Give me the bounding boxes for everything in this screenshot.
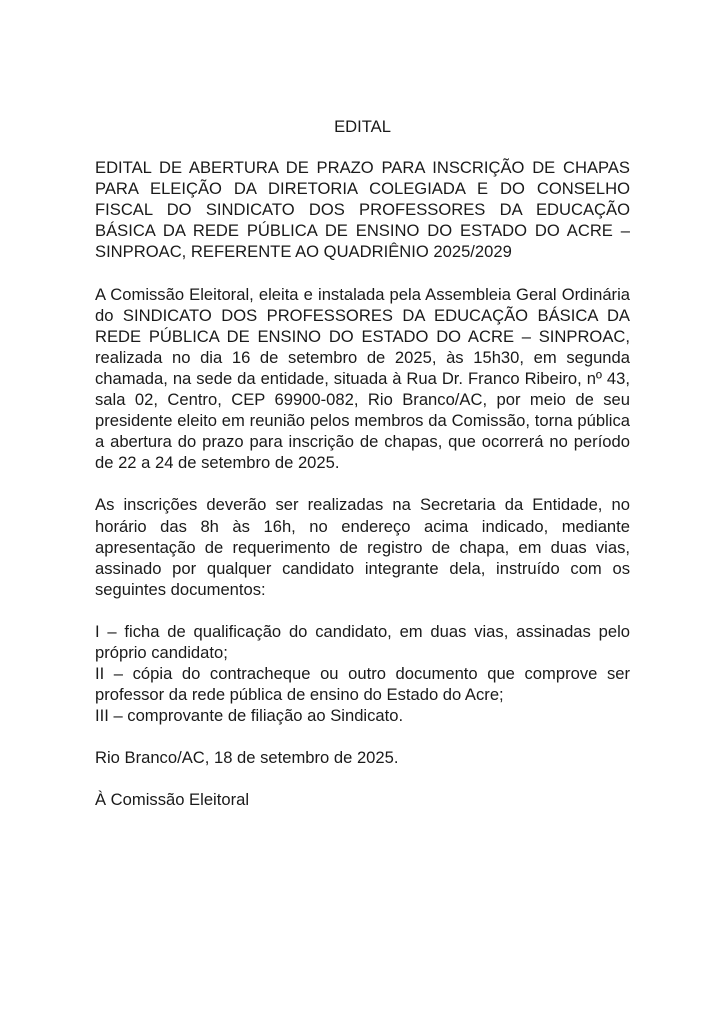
document-title: EDITAL bbox=[334, 117, 391, 136]
requirement-item: III – comprovante de filiação ao Sindicato. bbox=[95, 706, 404, 726]
document-heading: EDITAL DE ABERTURA DE PRAZO PARA INSCRIÇÃO DE CHAPAS PARA ELEIÇÃO DA DIRETORIA COLEGIADA E DO CONSELHO FISCAL DO SINDICATO DOS PROFESSORES DA EDUCAÇÃO BÁSICA DA REDE PÚBLICA DE ENSINO DO ESTADO DO ACRE – SINPROAC, REFERENTE AO QUADRIÊNIO 2025/2029 bbox=[95, 158, 630, 262]
requirement-item: II – cópia do contracheque ou outro documento que comprove ser professor da rede pública de ensino do Estado do Acre; bbox=[95, 664, 630, 705]
paragraph-commission-announcement: A Comissão Eleitoral, eleita e instalada pela Assembleia Geral Ordinária do SINDICATO DOS PROFESSORES DA EDUCAÇÃO BÁSICA DA REDE PÚBLICA DE ENSINO DO ESTADO DO ACRE – SINPROAC, realizada no dia 16 de setembro de 2025, às 15h30, em segunda chamada, na sede da entidade, situada à Rua Dr. Franco Ribeiro, nº 43, sala 02, Centro, CEP 69900-082, Rio Branco/AC, por meio de seu presidente eleito em reunião pelos membros da Comissão, torna pública a abertura do prazo para inscrição de chapas, que ocorrerá no período de 22 a 24 de setembro de 2025. bbox=[95, 284, 630, 473]
place-and-date: Rio Branco/AC, 18 de setembro de 2025. bbox=[95, 748, 399, 768]
requirement-item: I – ficha de qualificação do candidato, em duas vias, assinadas pelo próprio candidato; bbox=[95, 621, 630, 662]
signature-line: À Comissão Eleitoral bbox=[95, 790, 250, 810]
requirements-list bbox=[95, 621, 630, 726]
paragraph-registration-instructions: As inscrições deverão ser realizadas na Secretaria da Entidade, no horário das 8h às 16h, no endereço acima indicado, mediante apresentação de requerimento de registro de chapa, em duas vias, assinado por qualquer candidato integrante dela, instruído com os seguintes documentos: bbox=[95, 495, 630, 599]
document-page bbox=[95, 116, 630, 832]
